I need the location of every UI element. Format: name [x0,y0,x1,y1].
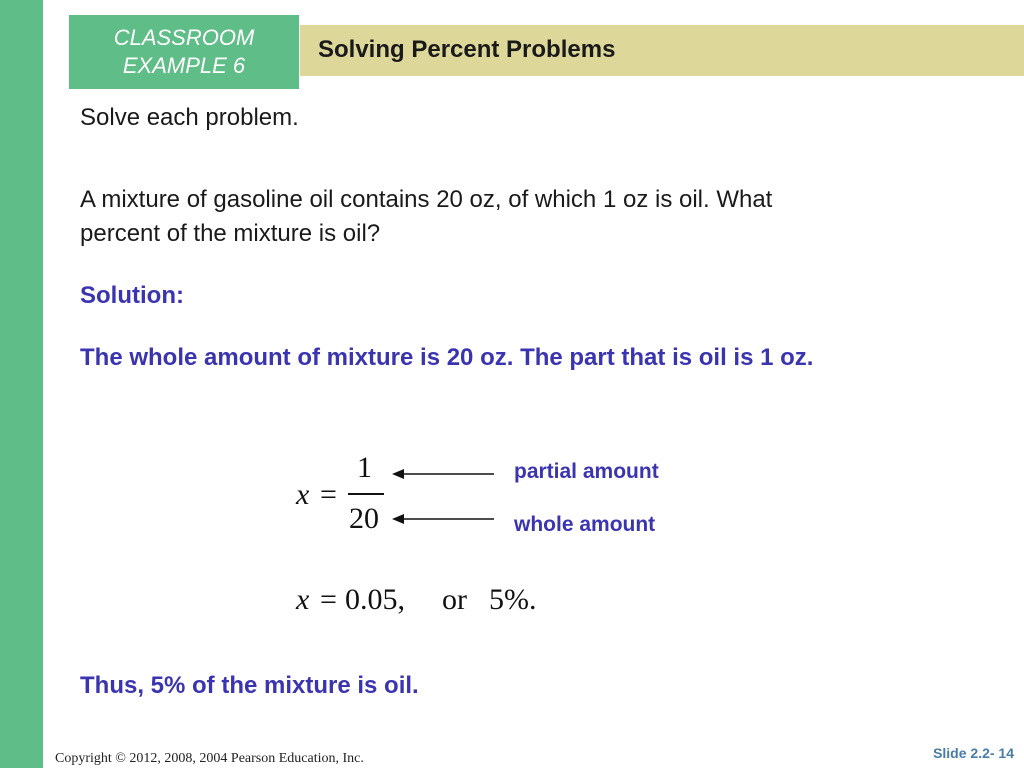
eq1-numerator: 1 [357,451,372,484]
eq2-decimal: 0.05, [345,583,405,616]
eq2-percent: 5%. [489,583,537,616]
eq1-variable: x [296,478,310,511]
left-accent-bar [0,0,43,768]
copyright-footer: Copyright © 2012, 2008, 2004 Pearson Education, Inc. [55,751,364,766]
eq2-equals: = [320,583,337,616]
partial-amount-label: partial amount [514,460,659,483]
eq2-or: or [442,583,467,616]
eq1-equals: = [320,478,337,511]
badge-line2: EXAMPLE 6 [122,53,246,78]
conclusion-text: Thus, 5% of the mixture is oil. [80,672,419,699]
eq2-variable: x [296,583,310,616]
problem-line2: percent of the mixture is oil? [80,220,381,247]
example-badge [69,15,299,89]
whole-amount-label: whole amount [514,513,656,536]
slide-number: Slide 2.2- 14 [933,745,1014,761]
solution-label: Solution: [80,282,184,309]
eq1-denominator: 20 [349,502,379,535]
annotation-arrows [390,462,500,530]
intro-text: Solve each problem. [80,104,299,131]
problem-line1: A mixture of gasoline oil contains 20 oz, of which 1 oz is oil. What [80,186,773,213]
whole-amount-arrow [392,514,494,524]
partial-amount-arrow [392,469,494,479]
badge-line1: CLASSROOM [113,25,255,50]
fraction-bar [348,493,384,495]
solution-text: The whole amount of mixture is 20 oz. The part that is oil is 1 oz. [80,344,814,371]
slide-title: Solving Percent Problems [318,36,616,63]
